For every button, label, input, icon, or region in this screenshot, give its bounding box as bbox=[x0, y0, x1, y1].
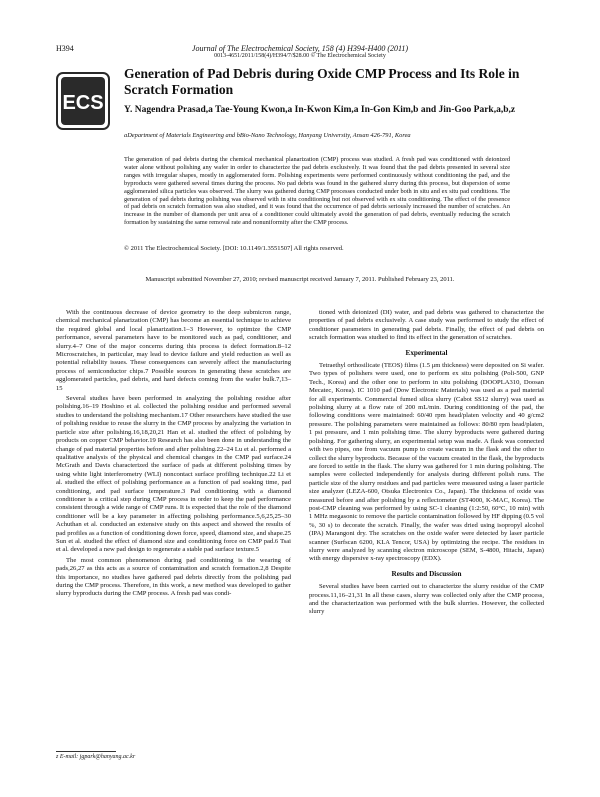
article-title: Generation of Pad Debris during Oxide CMP Process and Its Role in Scratch Formation bbox=[124, 66, 520, 97]
intro-paragraph: With the continuous decrease of device geometry to the deep submicron range, chemical mechanical planarization (CMP) has become an essential technique to achieve the required global and local planarization.1–3 However, to optimize the CMP performance, several parameters have to be monitored such as pad, conditioner, and slurry.4–7 One of the major concerns during this process is defect formation.8–12 Microscratches, in particular, may lead to device failure and yield reduction as well as potential reliability issues. These consequences can severely affect the manufacturing process of semiconductor chips.7 Possible sources in generating these scratches are agglomerated particles, pad debris, and hard defects coming from the wafer bulk.7,13–15 bbox=[56, 309, 291, 392]
author-list: Y. Nagendra Prasad,a Tae-Young Kwon,a In-Kwon Kim,a In-Gon Kim,b and Jin-Goo Park,a,b,z bbox=[124, 105, 516, 115]
page-number: H394 bbox=[56, 44, 74, 53]
left-column bbox=[56, 309, 291, 601]
affiliations: aDepartment of Materials Engineering and bBio-Nano Technology, Hanyang University, Ansan 426-791, Korea bbox=[124, 132, 411, 139]
intro-paragraph: The most common phenomenon during pad conditioning is the wearing of pads,26,27 as this acts as a source of contamination and scratch formation.2,8 Despite this importance, no studies have gathered pad debris directly from the polishing pad during the CMP process. Therefore, in this work, a new method was developed to gather slurry byproducts during the CMP process. A fresh pad was condi- bbox=[56, 556, 291, 598]
experimental-heading: Experimental bbox=[405, 348, 448, 357]
experimental-paragraph: Tetraethyl orthosilicate (TEOS) films (1.5 μm thickness) were deposited on Si wafer. Two types of polishers were used, one to perform ex situ polishing (Poli-500, GNP Tech., Korea) and the other one to perform in situ polishing (DOOPLA310, Doosan Mecatec, Korea). IC 1010 pad (Dow Electronic Materials) was used as a pad material for all experiments. Commercial fumed silica slurry (Cabot SS12 slurry) was used as polishing slurry at a flow rate of 200 mL/min. During conditioning of the pad, the following conditions were maintained: 60/40 rpm head/platen velocity and 40 g/cm2 pressure. The polishing parameters were maintained as follows: 80/80 rpm head/platen, 1 psi pressure, and 1 min polishing time. The slurry byproducts were gathered during polishing. For gathering slurry, an experimental setup was made. A flask was connected with two pipes, one from vacuum pump to create vacuum in the flask and the other to collect the slurry byproducts. Because of the vacuum created in the flask, the byproducts are forced to settle in the flask. The slurry was gathered for 1 min during polishing. The samples were collected independently for analysis during different polish runs. The particle size of the slurry residues and pad particles were measured using a laser particle size analyzer (LEZA-600, Otsuka Electronics Co., Japan). The thickness of oxide was measured before and after polishing by a reflectometer (ST4000, K-MAC, Korea). The post-CMP cleaning was performed by using SC-1 cleaning (1:2:50, 60°C, 10 min) with 1 MHz megasonic to remove the particle contamination followed by HF dipping (0.5 vol %, 30 s) to decorate the scratch. Finally, the wafer was dried using isopropyl alcohol (IPA) Marangoni dry. The scratches on the oxide wafer were detected by laser particle scanner (Surfscan 6200, KLA Tencor, USA) by optimizing the recipe. The residues in slurry were analyzed by scanning electron microscope (SEM, S-4800, Hitachi, Japan) with energy dispersive x-ray spectroscopy (EDX). bbox=[309, 362, 544, 563]
abstract: The generation of pad debris during the chemical mechanical planarization (CMP) process was studied. A fresh pad was conditioned with deionized water alone without polishing any wafer in order to characterize the pad debris exclusively. It was found that the pad debris presented in several size ranges with irregular shapes, mostly in agglomerated form. Polishing experiments were performed continuously without conditioning the pad, and the byproducts were gathered several times during the process. No pad debris was found in the gathered slurry during this process, but dispersion of some agglomerated silica particles was observed. The slurry was gathered during CMP processes conducted under both in situ and ex situ pad conditions. The generation of pad debris during polishing was observed with in situ conditioning but not observed with ex situ conditioning. The effect of the presence of pad debris on scratch formation was also studied, and it was found that the occurrence of pad debris seriously increased the number of scratches. An increase in the number of diamonds per unit area of a conditioner could ultimately avoid the generation of pad debris, eventually reducing the scratch formation by sustaining the same removal rate and nonuniformity after the CMP process. bbox=[124, 156, 510, 227]
intro-paragraph: Several studies have been performed in analyzing the polishing residue after polishing.16–19 Hoshino et al. collected the polishing residue and performed several studies to understand the polishing mechanism.17 Other researchers have studied the use of polishing residue to reuse the slurry in the CMP process by analyzing the variation in particle size after polishing.16,18,20,21 Han et al. studied the effect of polishing by products on copper CMP behavior.19 Research has also been done in understanding the change of pad material properties before and after polishing.22–24 Lu et al. performed a qualitative analysis of the physical and chemical changes in the CMP pad surface.24 McGrath and Davis characterized the surface of pads at different polishing times by using white light interferometry (WLI) noncontact surface profiling technique.22 Li et al. studied the effect of polishing performance as a function of pad soaking time, pad conditioning, and pad surface temperature.3 Pad conditioning with a diamond conditioner is a critical step during CMP process in order to keep the pad performance consistent through a wide range of CMP runs. It is expected that the role of the diamond conditioner will be a key parameter in affecting polishing performance.5,6,25,25–30 Achuthan et al. conducted an extensive study on this aspect and showed the results of pad profiles as a function of conditioning down force, speed, diamond size, and shape.25 Sun et al. studied the effect of diamond size and conditioning force on CMP pad.6 Tsai et al. developed a new pad design to regenerate a stable pad surface texture.5 bbox=[56, 395, 291, 554]
ecs-logo-text: ECS bbox=[62, 92, 104, 114]
ecs-logo bbox=[56, 72, 110, 130]
right-column bbox=[309, 309, 544, 619]
copyright-doi: © 2011 The Electrochemical Society. [DOI: 10.1149/1.3551507] All rights reserved. bbox=[124, 245, 344, 252]
journal-citation: Journal of The Electrochemical Society, 158 (4) H394-H400 (2011) bbox=[191, 44, 409, 53]
intro-paragraph: tioned with deionized (DI) water, and pad debris was gathered to characterize the properties of pad debris exclusively. A case study was performed to study the effect of conditioner parameters in generating pad debris. Finally, the effect of pad debris on scratch formation was studied to find its effect in the generation of scratches. bbox=[309, 309, 544, 342]
results-paragraph: Several studies have been carried out to characterize the slurry residue of the CMP process.11,16–21,31 In all these cases, slurry was collected only after the CMP process, and the characterization was performed with the bulk slurries. However, the collected slurry bbox=[309, 583, 544, 616]
corresponding-email: z E-mail: jgpark@hanyang.ac.kr bbox=[56, 754, 136, 760]
manuscript-dates: Manuscript submitted November 27, 2010; revised manuscript received January 7, 2011. Published February 23, 2011. bbox=[145, 276, 455, 283]
results-heading: Results and Discussion bbox=[391, 569, 462, 578]
footnote-divider bbox=[56, 751, 116, 752]
issn-line: 0013-4651/2011/158(4)/H394/7/$28.00 © The Electrochemical Society bbox=[214, 53, 386, 59]
